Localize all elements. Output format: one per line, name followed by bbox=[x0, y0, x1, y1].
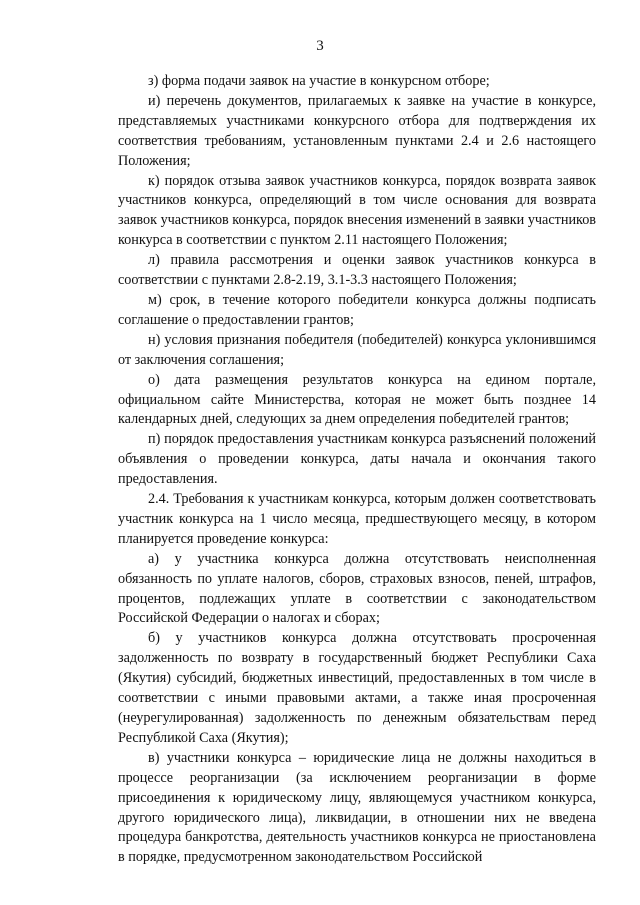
paragraph-z: з) форма подачи заявок на участие в конкурсном отборе; bbox=[148, 73, 490, 89]
paragraph-a: а) у участника конкурса должна отсутствовать неисполненная обязанность по уплате налогов, сборов, страховых взносов, пеней, штрафов, процентов, подлежащих уплате в соответствии с законодательством Российской Федерации о налогах и сборах; bbox=[118, 550, 596, 627]
document-body bbox=[118, 72, 596, 868]
page-number: 3 bbox=[316, 38, 324, 54]
paragraph-p: п) порядок предоставления участникам конкурса разъяснений положений объявления о проведении конкурса, даты начала и окончания такого предоставления. bbox=[118, 431, 596, 488]
paragraph-i: и) перечень документов, прилагаемых к заявке на участие в конкурсе, представляемых участниками конкурсного отбора для подтверждения их соответствия требованиям, установленным пунктами 2.4 и 2.6 настоящего Положения; bbox=[118, 92, 596, 169]
paragraph-b: б) у участников конкурса должна отсутствовать просроченная задолженность по возврату в государственный бюджет Республики Саха (Якутия) субсидий, бюджетных инвестиций, предоставленных в том числе в соответствии с иными правовыми актами, а также иная просроченная (неурегулированная) задолженность по денежным обязательствам перед Республикой Саха (Якутия); bbox=[118, 630, 596, 746]
paragraph-m: м) срок, в течение которого победители конкурса должны подписать соглашение о предоставлении грантов; bbox=[118, 291, 596, 328]
paragraph-v: в) участники конкурса – юридические лица не должны находиться в процессе реорганизации (за исключением реорганизации в форме присоединения к юридическому лицу, являющемуся участником конкурса, другого юридического лица), ликвидации, в отношении них не введена процедура банкротства, деятельность участников конкурса не приостановлена в порядке, предусмотренном законодательством Российской bbox=[118, 749, 596, 866]
paragraph-l: л) правила рассмотрения и оценки заявок участников конкурса в соответствии с пунктами 2.8-2.19, 3.1-3.3 настоящего Положения; bbox=[118, 252, 596, 289]
paragraph-o: о) дата размещения результатов конкурса на едином портале, официальном сайте Министерства, которая не может быть позднее 14 календарных дней, следующих за днем определения победителей грантов; bbox=[118, 371, 596, 428]
section-2-4: 2.4. Требования к участникам конкурса, которым должен соответствовать участник конкурса на 1 число месяца, предшествующего месяцу, в котором планируется проведение конкурса: bbox=[118, 491, 596, 547]
paragraph-k: к) порядок отзыва заявок участников конкурса, порядок возврата заявок участников конкурса, определяющий в том числе основания для возврата заявок участников конкурса, порядок внесения изменений в заявки участников конкурса в соответствии с пунктом 2.11 настоящего Положения; bbox=[118, 172, 596, 249]
paragraph-n: н) условия признания победителя (победителей) конкурса уклонившимся от заключения соглашения; bbox=[118, 331, 596, 368]
